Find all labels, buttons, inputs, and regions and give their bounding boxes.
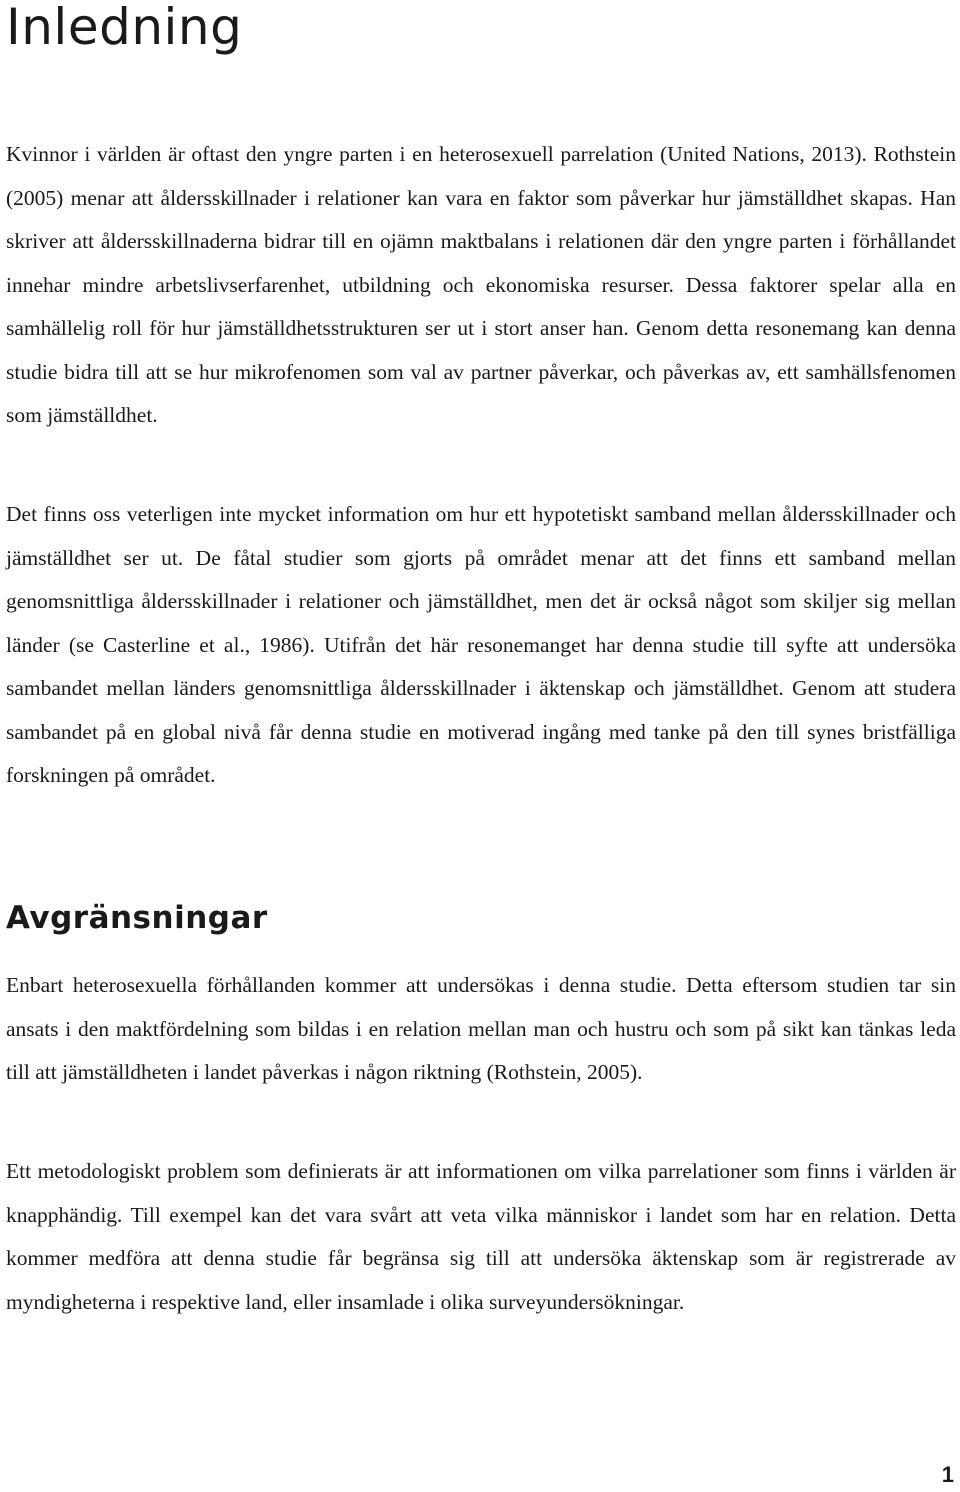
section-paragraph-1: Enbart heterosexuella förhållanden kommer att undersökas i denna studie. Detta eftersom studien tar sin ansats i den maktfördelning som bildas i en relation mellan man och hustru och som på sikt kan tänkas leda till att jämställdheten i landet påverkas i någon riktning (Rothstein, 2005). — [6, 973, 956, 1084]
page-number: 1 — [941, 1462, 954, 1487]
intro-paragraph-2: Det finns oss veterligen inte mycket information om hur ett hypotetiskt samband mellan åldersskillnader och jämställdhet ser ut. De fåtal studier som gjorts på området menar att det finns ett samband mellan genomsnittliga åldersskillnader i relationer och jämställdhet, men det är också något som skiljer sig mellan länder (se Casterline et al., 1986). Utifrån det här resonemanget har denna studie till syfte att undersöka sambandet mellan länders genomsnittliga åldersskillnader i äktenskap och jämställdhet. Genom att studera sambandet på en global nivå får denna studie en motiverad ingång med tanke på den till synes bristfälliga forskningen på området. — [6, 502, 956, 787]
section-paragraph-2: Ett metodologiskt problem som definierats är att informationen om vilka parrelationer som finns i världen är knapphändig. Till exempel kan det vara svårt att veta vilka människor i landet som har en relation. Detta kommer medföra att denna studie får begränsa sig till att undersöka äktenskap som är registrerade av myndigheterna i respektive land, eller insamlade i olika surveyundersökningar. — [6, 1159, 956, 1314]
section-title: Avgränsningar — [6, 900, 268, 936]
intro-paragraph-1: Kvinnor i världen är oftast den yngre parten i en heterosexuell parrelation (United Nations, 2013). Rothstein (2005) menar att åldersskillnader i relationer kan vara en faktor som påverkar hur jämställdhet skapas. Han skriver att åldersskillnaderna bidrar till en ojämn maktbalans i relationen där den yngre parten i förhållandet innehar mindre arbetslivserfarenhet, utbildning och ekonomiska resurser. Dessa faktorer spelar alla en samhällelig roll för hur jämställdhetsstrukturen ser ut i stort anser han. Genom detta resonemang kan denna studie bidra till att se hur mikrofenomen som val av partner påverkar, och påverkas av, ett samhällsfenomen som jämställdhet. — [6, 142, 956, 427]
chapter-title: Inledning — [6, 0, 243, 56]
